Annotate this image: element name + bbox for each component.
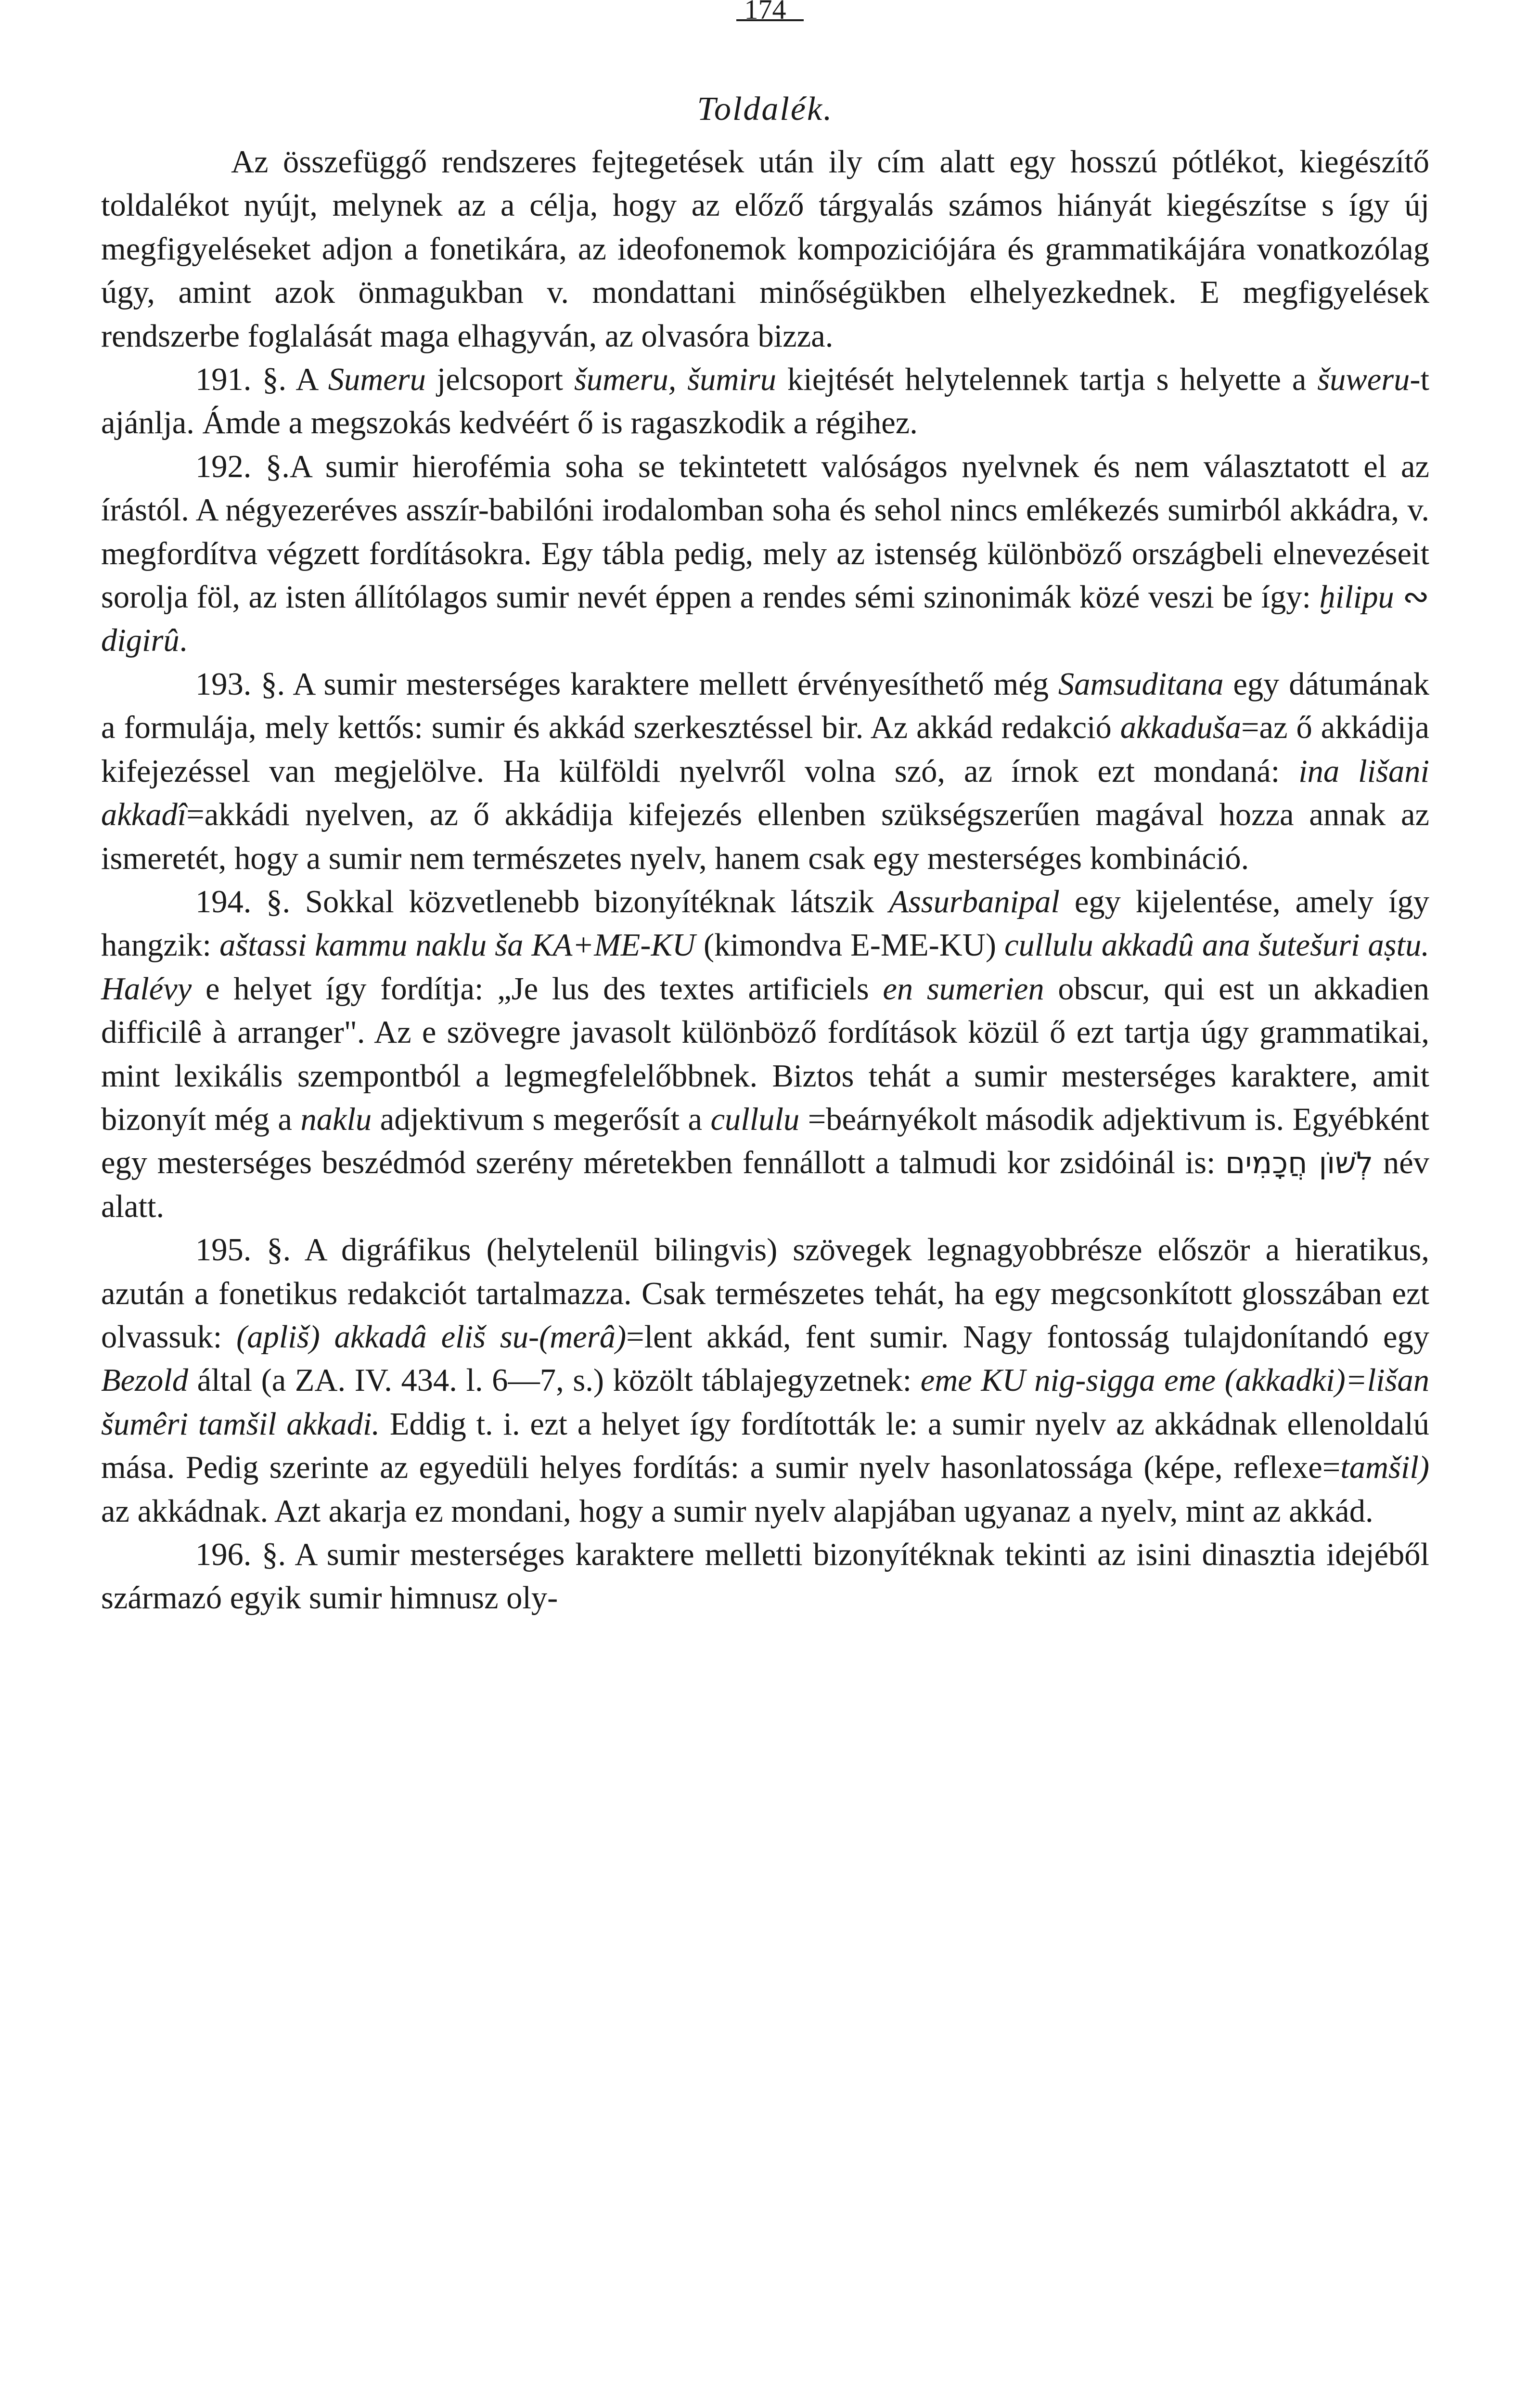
text-run: 192. §.A sumir hierofémia soha se tekintetett valóságos nyelvnek és nem választatott el az írástól. A négyezeréves asszír-babilóni irodalomban soha és sehol nincs emlékezés sumirból akkádra, v. megfordítva végzett fordításokra. Egy tábla pedig, mely az istenség különböző országbeli elnevezéseit sorolja föl, az isten állítólagos sumir nevét éppen a rendes sémi szinonimák közé veszi be így:: [101, 449, 1429, 615]
italic-term: Assurbanipal: [889, 884, 1060, 919]
italic-term: digirû: [101, 623, 180, 659]
text-run: -t ajánlja. Ámde a megszokás kedvéért ő is ragaszkodik a régihez.: [101, 362, 1430, 441]
section-title: Toldalék.: [697, 91, 834, 128]
paragraph-196: [101, 1533, 1429, 1620]
text-run: által (a ZA. IV. 434. l. 6—7, s.) közölt táblajegyzetnek:: [188, 1363, 921, 1398]
paragraph-intro: [101, 141, 1429, 358]
text-run: (kimondva E-ME-KU): [695, 928, 1005, 963]
paragraph-192: [101, 445, 1429, 663]
paragraph-193: [101, 663, 1429, 880]
italic-term: ḫilipu: [1319, 580, 1394, 615]
text-run: =beárnyékolt második adjektivum is. Egyébként egy mesterséges beszédmód szerény méretekben fennállott a talmudi kor zsidóinál is:: [101, 1101, 1429, 1181]
tilde-symbol: ∾: [1394, 580, 1429, 615]
text-run: 191. §. A: [195, 362, 328, 398]
italic-term: ina lišani akkadî: [101, 753, 1429, 833]
text-run: =az ő akkádija kifejezéssel van megjelölve. Ha külföldi nyelvről volna szó, az írnok ezt mondaná:: [101, 710, 1429, 789]
page-number: 174: [744, 0, 786, 19]
text-run: 193. §. A sumir mesterséges karaktere mellett érvényesíthető még: [195, 666, 1058, 702]
text-run: e helyet így fordítja: „Je lus des textes artificiels: [192, 971, 883, 1007]
body-text: [101, 141, 1429, 1620]
text-run: egy dátumának a formulája, mely kettős: sumir és akkád szerkesztéssel bir. Az akkád redakció: [101, 666, 1429, 746]
text-run: jelcsoport: [425, 362, 574, 398]
italic-term: šumeru, šumiru: [574, 362, 777, 398]
italic-term: cullulu akkadû ana šutešuri aṣtu. Halévy: [101, 928, 1430, 1007]
text-run: .: [179, 623, 188, 659]
italic-term: Bezold: [101, 1363, 188, 1398]
text-run: adjektivum s megerősít a: [372, 1101, 711, 1137]
italic-term: en sumerien: [883, 971, 1044, 1007]
text-run: az akkádnak. Azt akarja ez mondani, hogy a sumir nyelv alapjában ugyanaz a nyelv, mint az akkád.: [101, 1493, 1373, 1529]
paragraph-194: [101, 880, 1429, 1229]
italic-term: šuweru: [1317, 362, 1410, 398]
text-run: kiejtését helytelennek tartja s helyette a: [776, 362, 1318, 398]
italic-term: aštassi kammu naklu ša KA+ME-KU: [219, 928, 695, 963]
italic-term: naklu: [300, 1101, 372, 1137]
document-page: [101, 0, 1429, 2407]
text-run: 195. §. A digráfikus (helytelenül bilingvis) szövegek legnagyobbrésze először a hieratikus, azután a fonetikus redakciót tartalmazza. Csak természetes tehát, ha egy megcsonkított glosszában ezt olvassuk:: [101, 1232, 1429, 1355]
text-run: 196. §. A sumir mesterséges karaktere melletti bizonyítéknak tekinti az isini dinasztia idejéből származó egyik sumir himnusz oly-: [101, 1537, 1429, 1616]
italic-term: (apliš) akkadâ eliš su-(merâ): [236, 1319, 627, 1355]
text-run: =akkádi nyelven, az ő akkádija kifejezés ellenben szükségszerűen magával hozza annak az ismeretét, hogy a sumir nem természetes nyelv, hanem csak egy mesterséges kombináció.: [101, 797, 1429, 876]
text-run: Eddig t. i. ezt a helyet így fordították le: a sumir nyelv az akkádnak ellenoldalú mása. Pedig szerinte az egyedüli helyes fordítás: a sumir nyelv hasonlatossága (képe, reflexe=: [101, 1406, 1429, 1486]
paragraph-195: [101, 1229, 1429, 1533]
italic-term: eme KU nig-sigga eme (akkadki)=lišan šumêri tamšil akkadi.: [101, 1363, 1429, 1442]
text-run: név alatt.: [101, 1145, 1429, 1224]
text-run: 194. §. Sokkal közvetlenebb bizonyítéknak látszik: [195, 884, 889, 919]
italic-term: tamšil): [1340, 1450, 1429, 1486]
page-number-rule: [736, 19, 804, 21]
text-run: obscur, qui est un akkadien difficilê à arranger". Az e szövegre javasolt különböző fordítások közül ő ezt tartja úgy grammatikai, mint lexikális szempontból a legmegfelelőbbnek. Biztos tehát a sumir mesterséges karaktere, amit bizonyít még a: [101, 971, 1429, 1137]
paragraph-191: [101, 358, 1429, 445]
italic-term: Sumeru: [328, 362, 426, 398]
text-run: egy kijelentése, amely így hangzik:: [101, 884, 1429, 963]
hebrew-phrase: לְשׁוֹן חֲכָמִים: [1225, 1145, 1373, 1181]
intro-text: Az összefüggő rendszeres fejtegetések után ily cím alatt egy hosszú pótlékot, kiegészítő toldalékot nyújt, melynek az a célja, hogy az előző tárgyalás számos hiányát kiegészítse s így új megfigyeléseket adjon a fonetikára, az ideofonemok kompoziciójára és grammatikájára vonatkozólag úgy, amint azok önmagukban v. mondattani minőségükben elhelyezkednek. E megfigyelések rendszerbe foglalását maga elhagyván, az olvasóra bizza.: [101, 144, 1429, 354]
italic-term: Samsuditana: [1058, 666, 1224, 702]
italic-term: cullulu: [710, 1101, 800, 1137]
text-run: =lent akkád, fent sumir. Nagy fontosság tulajdonítandó egy: [626, 1319, 1429, 1355]
italic-term: akkaduša: [1120, 710, 1241, 746]
